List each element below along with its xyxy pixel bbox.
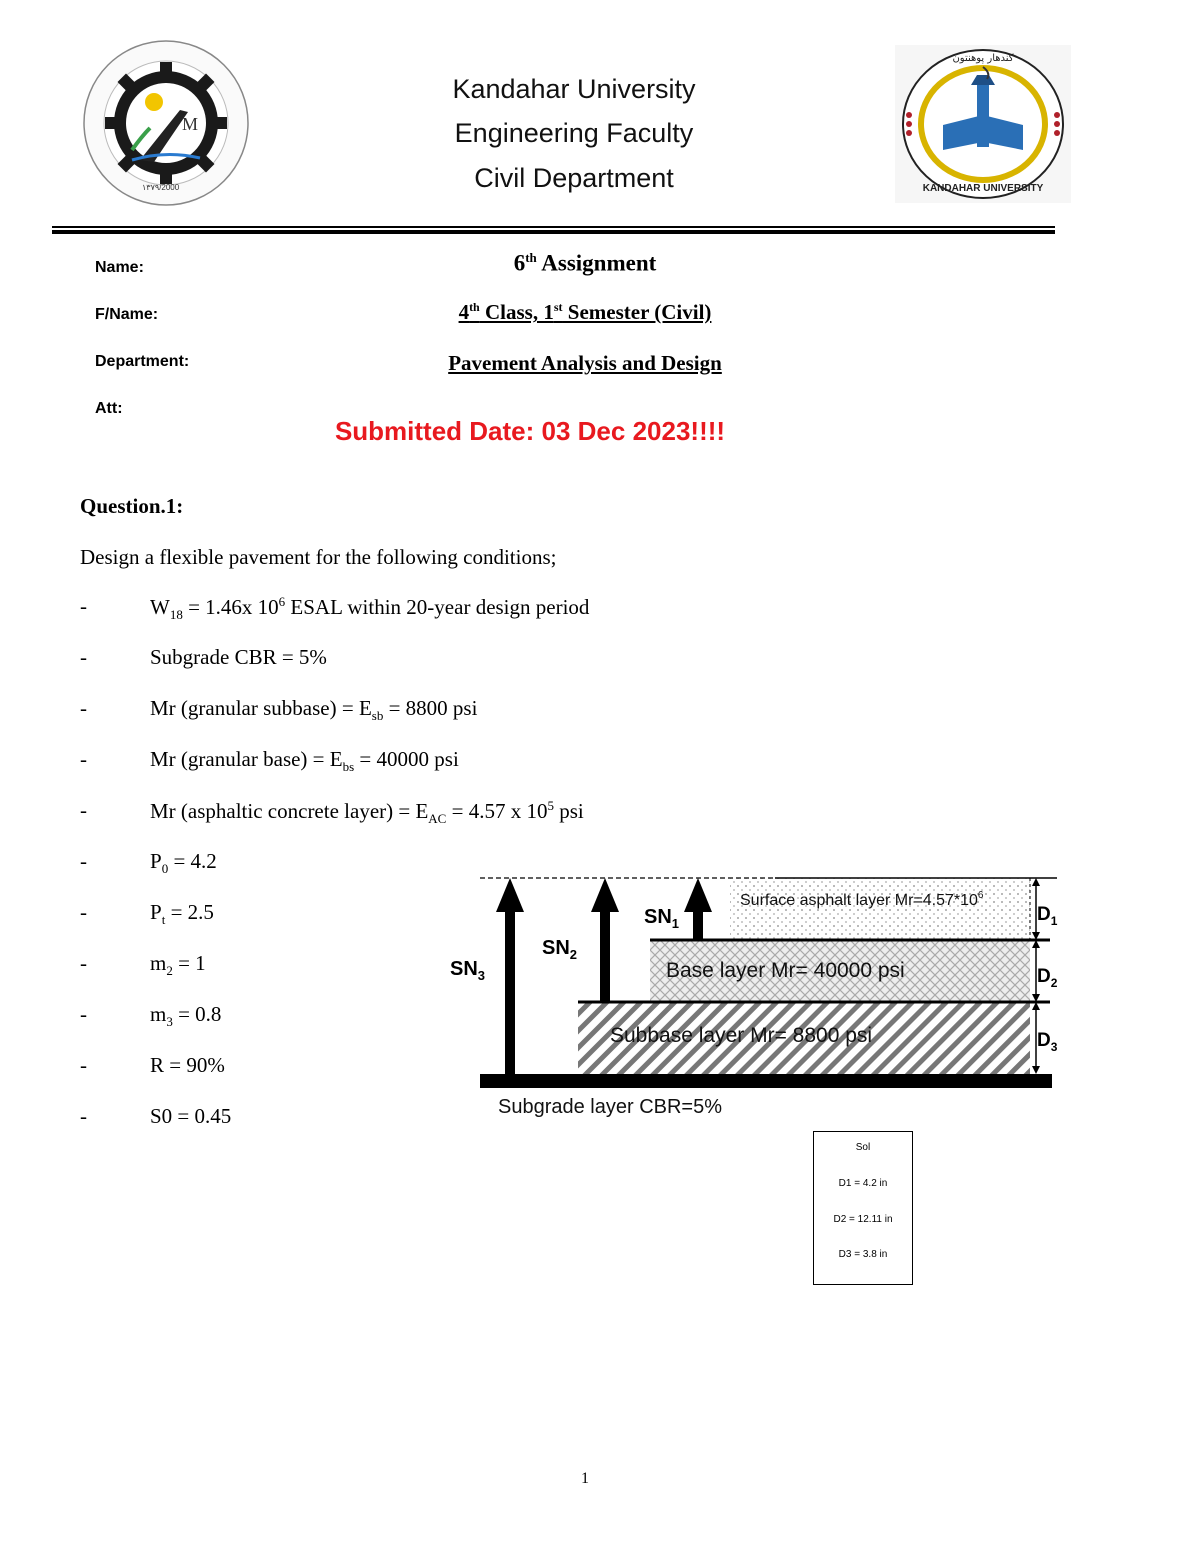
assignment-title: 6th Assignment <box>513 250 657 276</box>
list-bullet: - <box>80 747 87 771</box>
surface-layer-label: Surface asphalt layer $Mr=4.57*10^6$ <box>740 890 984 909</box>
condition-text: Subgrade CBR = 5% <box>150 645 327 669</box>
surface-asphalt-layer <box>730 878 1030 940</box>
faculty-name: Engineering Faculty <box>454 118 694 148</box>
course-name: Pavement Analysis and Design <box>448 351 722 375</box>
logo-arabic-caption: کندهار پوهنتون <box>952 53 1014 64</box>
list-bullet: - <box>80 798 87 822</box>
logo-year: ۱۳۷۹/2000 <box>142 183 180 192</box>
sn1-arrow <box>684 878 712 940</box>
sn1-label: $SN_1$ <box>644 906 680 931</box>
base-layer-label: Base layer Mr= 40000 psi <box>666 959 905 982</box>
class-semester: 4th Class, 1st Semester (Civil) <box>458 300 712 324</box>
list-bullet: - <box>80 1053 87 1077</box>
sn3-arrow <box>496 878 524 1074</box>
condition-text: Mr (asphaltic concrete layer) = $E_{AC} = 4.57$ x $10^5$ psi <box>150 798 584 827</box>
question-intro: Design a flexible pavement for the following conditions; <box>80 545 557 569</box>
d1-label: $D_1$ <box>1037 904 1058 928</box>
logo-caption: KANDAHAR UNIVERSITY <box>922 183 1044 194</box>
department-label: Department: <box>95 353 190 370</box>
page-number: 1 <box>581 1470 589 1487</box>
condition-text: $W_{18} = 1.46x$ $10^6$ ESAL within 20-year design period <box>150 594 590 623</box>
svg-text:M: M <box>182 114 199 134</box>
subgrade-layer-label: Subgrade layer CBR=5% <box>498 1096 723 1118</box>
list-bullet: - <box>80 645 87 669</box>
condition-text: R = 90% <box>150 1053 225 1077</box>
university-name: Kandahar University <box>452 74 696 104</box>
condition-text: $P_0 = 4.2$ <box>150 849 217 877</box>
condition-text: $m_3 = 0.8$ <box>150 1002 222 1030</box>
name-label: Name: <box>95 259 144 276</box>
condition-text: S0 = 0.45 <box>150 1104 232 1128</box>
list-bullet: - <box>80 900 87 924</box>
att-label: Att: <box>95 400 123 417</box>
condition-text: $P_t = 2.5$ <box>150 900 214 928</box>
solution-title: Sol <box>855 1142 871 1153</box>
kandahar-university-logo <box>895 45 1071 203</box>
solution-d3: D3 = 3.8 in <box>838 1249 888 1260</box>
list-bullet: - <box>80 594 87 618</box>
subgrade-line <box>480 1074 1052 1088</box>
header-rule-thick <box>52 230 1055 234</box>
department-name: Civil Department <box>474 163 674 193</box>
subbase-layer-label: Subbase layer Mr= 8800 psi <box>610 1024 873 1047</box>
fname-label: F/Name: <box>95 306 159 323</box>
d3-label: $D_3$ <box>1037 1030 1058 1054</box>
condition-text: Mr (granular base) = $E_{bs} = 40000$ psi <box>150 747 459 775</box>
sn3-label: $SN_3$ <box>450 958 486 983</box>
solution-d1: D1 = 4.2 in <box>838 1178 888 1189</box>
pavement-layer-diagram <box>440 860 1080 1120</box>
solution-box <box>813 1131 913 1285</box>
list-bullet: - <box>80 696 87 720</box>
list-bullet: - <box>80 951 87 975</box>
question-title: Question.1: <box>80 494 184 518</box>
list-bullet: - <box>80 1002 87 1026</box>
d2-label: $D_2$ <box>1037 966 1058 990</box>
list-bullet: - <box>80 1104 87 1128</box>
sn2-label: $SN_2$ <box>542 937 578 962</box>
condition-text: $m_2 = 1$ <box>150 951 206 979</box>
sn2-arrow <box>591 878 619 1002</box>
list-bullet: - <box>80 849 87 873</box>
engineering-faculty-logo <box>80 40 252 206</box>
header-rule <box>52 226 1055 228</box>
submitted-date: Submitted Date: 03 Dec 2023!!!! <box>334 416 726 446</box>
condition-text: Mr (granular subbase) = $E_{sb} = 8800$ psi <box>150 696 478 724</box>
solution-d2: D2 = 12.11 in <box>833 1214 893 1225</box>
